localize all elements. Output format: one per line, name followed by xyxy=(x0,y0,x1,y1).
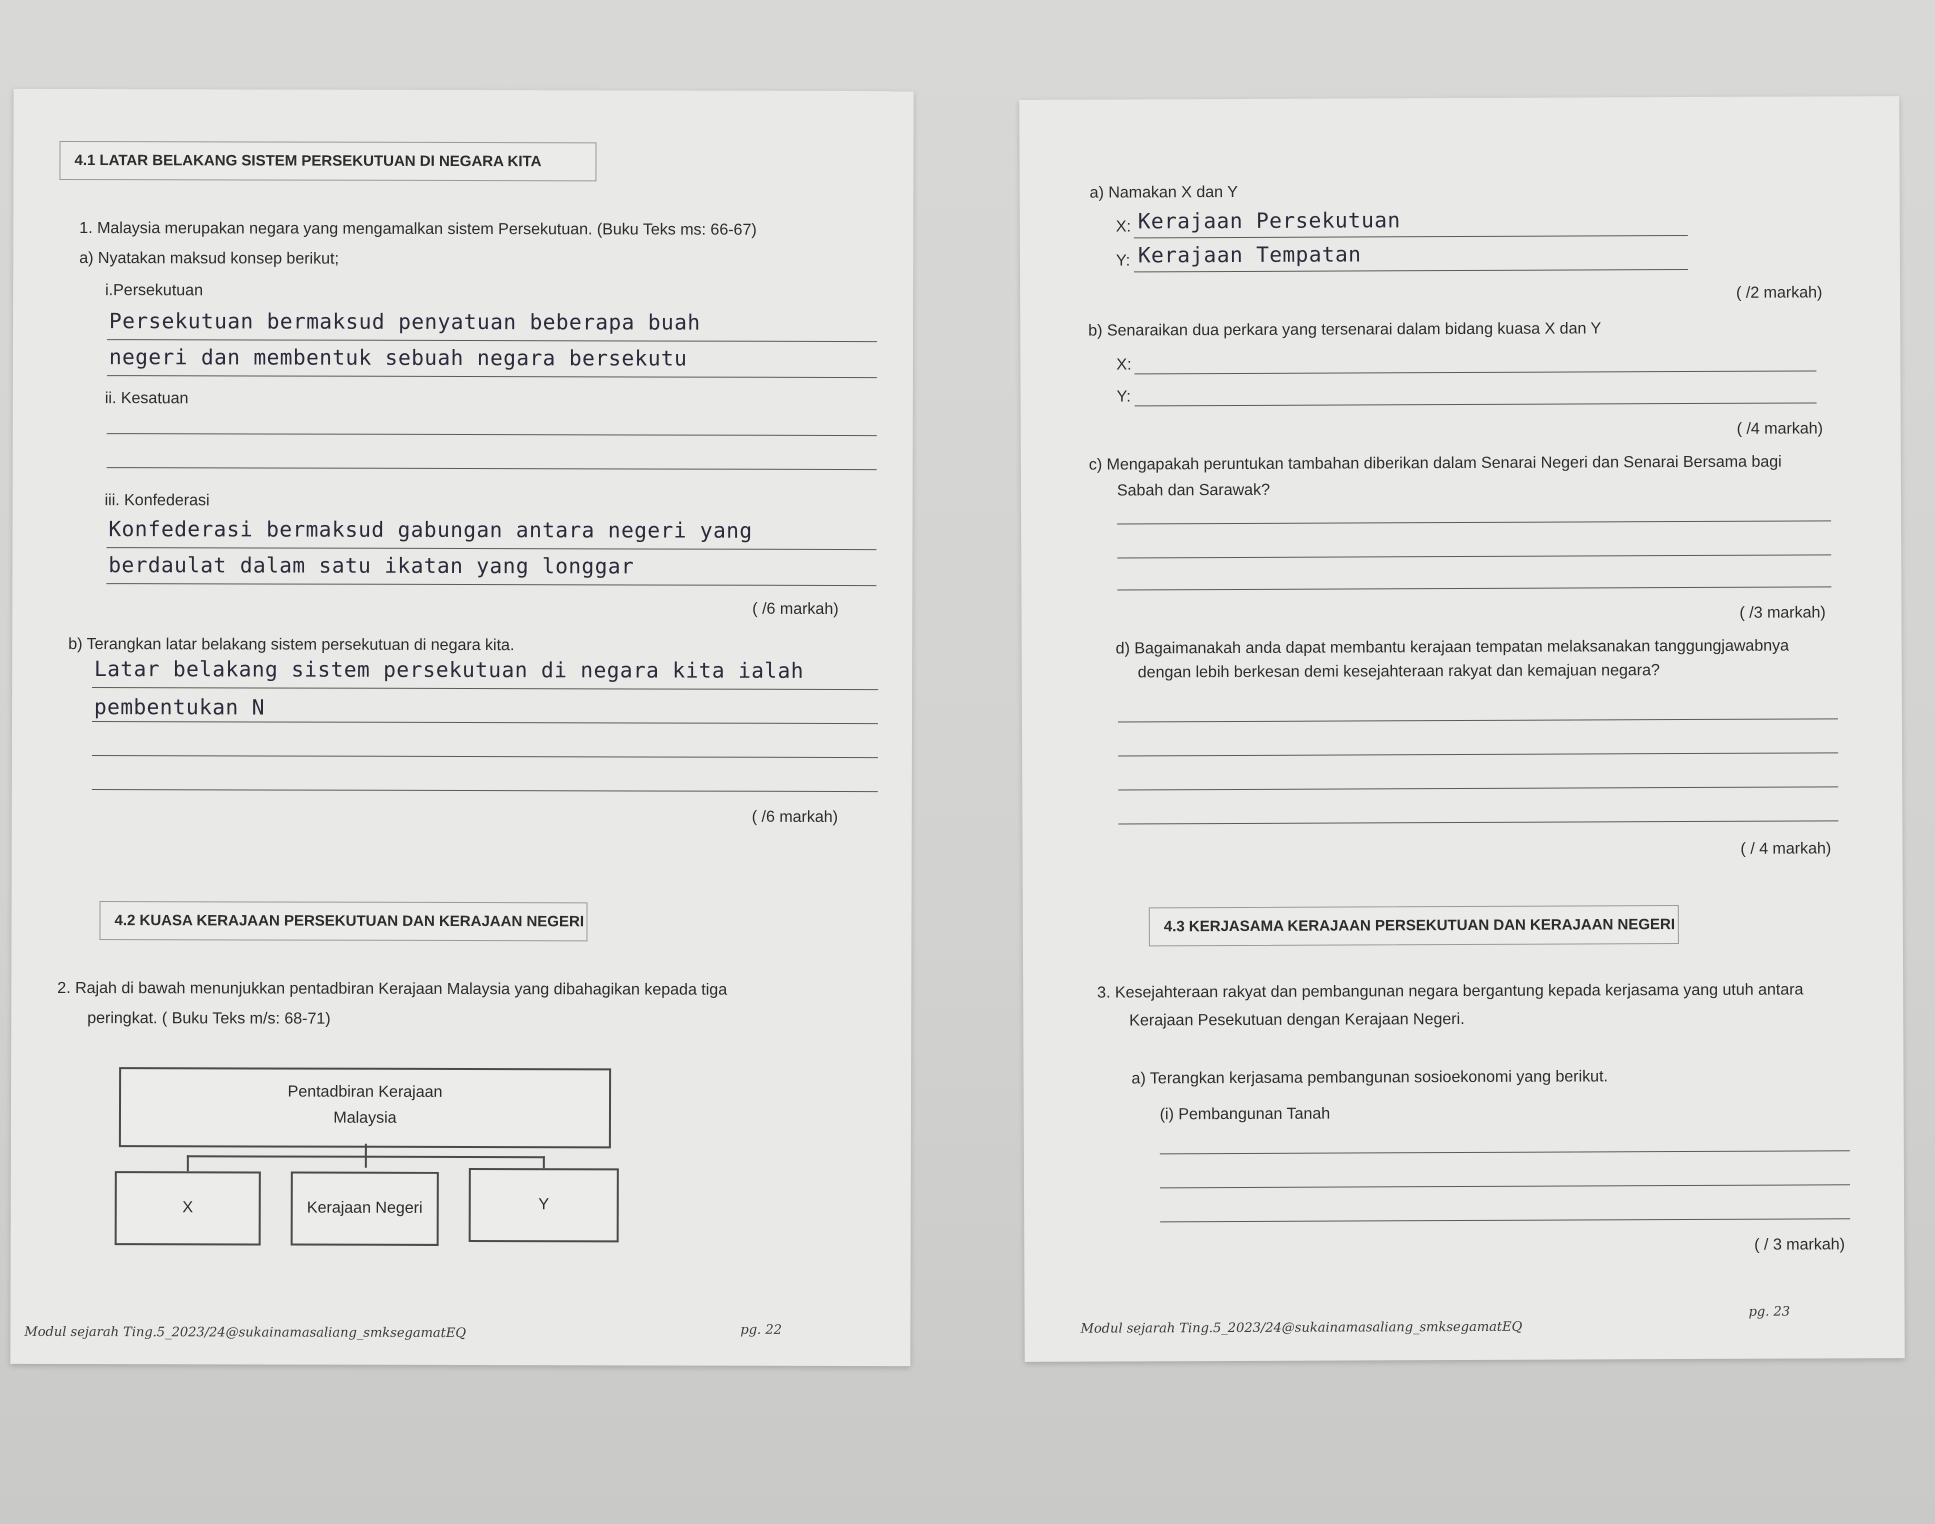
diagram-top-text: Pentadbiran Kerajaan xyxy=(287,1083,443,1101)
diagram-box-x: X xyxy=(115,1171,261,1245)
marks-label: ( /6 markah) xyxy=(752,600,839,618)
label-persekutuan: i.Persekutuan xyxy=(105,282,204,300)
answer-line xyxy=(1118,786,1838,790)
section-heading-4-3: 4.3 KERJASAMA KERAJAAN PERSEKUTUAN DAN KERAJAAN NEGERI xyxy=(1149,905,1679,946)
page-number: pg. 23 xyxy=(1748,1304,1791,1320)
answer-line xyxy=(106,583,876,586)
label-y: Y: xyxy=(1116,388,1131,406)
question-c-line2: Sabah dan Sarawak? xyxy=(1116,481,1270,500)
answer-line xyxy=(1134,269,1688,272)
section-heading-4-1: 4.1 LATAR BELAKANG SISTEM PERSEKUTUAN DI NEGARA KITA xyxy=(59,141,596,181)
marks-label: ( /3 markah) xyxy=(1739,604,1826,622)
question-3a-prompt: a) Terangkan kerjasama pembangunan sosioekonomi yang berikut. xyxy=(1131,1068,1608,1088)
handwritten-answer: Persekutuan bermaksud penyatuan beberapa buah xyxy=(109,309,701,335)
answer-line xyxy=(1160,1184,1850,1188)
answer-line xyxy=(1135,402,1817,406)
answer-line xyxy=(1118,820,1838,824)
answer-line xyxy=(1160,1150,1850,1154)
question-d-line1: d) Bagaimanakah anda dapat membantu kerajaan tempatan melaksanakan tanggungjawabnya xyxy=(1115,637,1790,658)
label-konfederasi: iii. Konfederasi xyxy=(104,492,210,510)
handwritten-answer: Latar belakang sistem persekutuan di negara kita ialah xyxy=(94,657,804,683)
answer-line xyxy=(1117,586,1831,590)
worksheet-page-right xyxy=(1019,96,1904,1362)
question-b-prompt: b) Senaraikan dua perkara yang tersenarai dalam bidang kuasa X dan Y xyxy=(1088,320,1602,340)
answer-line xyxy=(1160,1218,1850,1222)
diagram-box-kerajaan-negeri: Kerajaan Negeri xyxy=(291,1172,439,1246)
label-x: X: xyxy=(1116,356,1132,374)
answer-line xyxy=(1118,752,1838,756)
answer-line xyxy=(106,547,876,550)
handwritten-answer: Kerajaan Tempatan xyxy=(1137,242,1362,268)
question-c-line1: c) Mengapakah peruntukan tambahan diberikan dalam Senarai Negeri dan Senarai Bersama bagi xyxy=(1088,453,1782,474)
handwritten-answer: Kerajaan Persekutuan xyxy=(1137,208,1401,234)
marks-label: ( /2 markah) xyxy=(1736,284,1823,302)
handwritten-answer: berdaulat dalam satu ikatan yang longgar xyxy=(108,553,635,579)
answer-line xyxy=(107,467,877,470)
handwritten-answer: negeri dan membentuk sebuah negara bersekutu xyxy=(108,345,688,371)
question-a-prompt: a) Namakan X dan Y xyxy=(1089,183,1238,202)
section-heading-4-2: 4.2 KUASA KERAJAAN PERSEKUTUAN DAN KERAJAAN NEGERI xyxy=(99,901,587,941)
marks-label: ( / 4 markah) xyxy=(1740,840,1832,858)
diagram-box-y: Y xyxy=(469,1168,619,1242)
answer-line xyxy=(92,687,878,690)
answer-line xyxy=(107,375,877,378)
question-1a-prompt: a) Nyatakan maksud konsep berikut; xyxy=(79,249,339,268)
label-pembangunan-tanah: (i) Pembangunan Tanah xyxy=(1159,1105,1331,1124)
answer-line xyxy=(1117,554,1831,558)
page-number: pg. 22 xyxy=(740,1322,782,1338)
marks-label: ( /6 markah) xyxy=(751,808,839,826)
marks-label: ( / 3 markah) xyxy=(1754,1236,1845,1254)
question-3-line2: Kerajaan Pesekutuan dengan Kerajaan Negeri. xyxy=(1129,1010,1465,1030)
answer-line xyxy=(1118,718,1838,722)
question-1-intro: 1. Malaysia merupakan negara yang mengamalkan sistem Persekutuan. (Buku Teks ms: 66-67) xyxy=(79,219,757,239)
answer-line xyxy=(92,789,878,792)
label-x: X: xyxy=(1115,218,1131,236)
question-3-line1: 3. Kesejahteraan rakyat dan pembangunan negara bergantung kepada kerjasama yang utuh antara xyxy=(1097,981,1804,1002)
question-1b-prompt: b) Terangkan latar belakang sistem persekutuan di negara kita. xyxy=(68,635,515,655)
handwritten-answer: Konfederasi bermaksud gabungan antara negeri yang xyxy=(108,517,753,543)
diagram-connector xyxy=(187,1155,189,1171)
diagram-top-box xyxy=(119,1067,611,1148)
answer-line xyxy=(92,721,878,724)
question-2-line1: 2. Rajah di bawah menunjukkan pentadbiran Kerajaan Malaysia yang dibahagikan kepada tiga xyxy=(57,979,728,999)
answer-line xyxy=(107,339,877,342)
handwritten-answer: pembentukan N xyxy=(94,695,265,720)
label-y: Y: xyxy=(1115,252,1131,270)
question-2-line2: peringkat. ( Buku Teks m/s: 68-71) xyxy=(87,1010,331,1028)
answer-line xyxy=(1134,370,1816,374)
diagram-top-text: Malaysia xyxy=(333,1109,397,1127)
worksheet-page-left xyxy=(10,89,913,1366)
answer-line xyxy=(107,433,877,436)
label-kesatuan: ii. Kesatuan xyxy=(104,390,189,408)
question-d-line2: dengan lebih berkesan demi kesejahteraan rakyat dan kemajuan negara? xyxy=(1137,662,1660,682)
answer-line xyxy=(1134,235,1688,238)
page-footer: Modul sejarah Ting.5_2023/24@sukainamasaliang_smksegamatEQ xyxy=(24,1324,467,1342)
answer-line xyxy=(1117,520,1831,524)
page-footer: Modul sejarah Ting.5_2023/24@sukainamasaliang_smksegamatEQ xyxy=(1080,1319,1523,1337)
marks-label: ( /4 markah) xyxy=(1736,420,1823,438)
answer-line xyxy=(92,755,878,758)
